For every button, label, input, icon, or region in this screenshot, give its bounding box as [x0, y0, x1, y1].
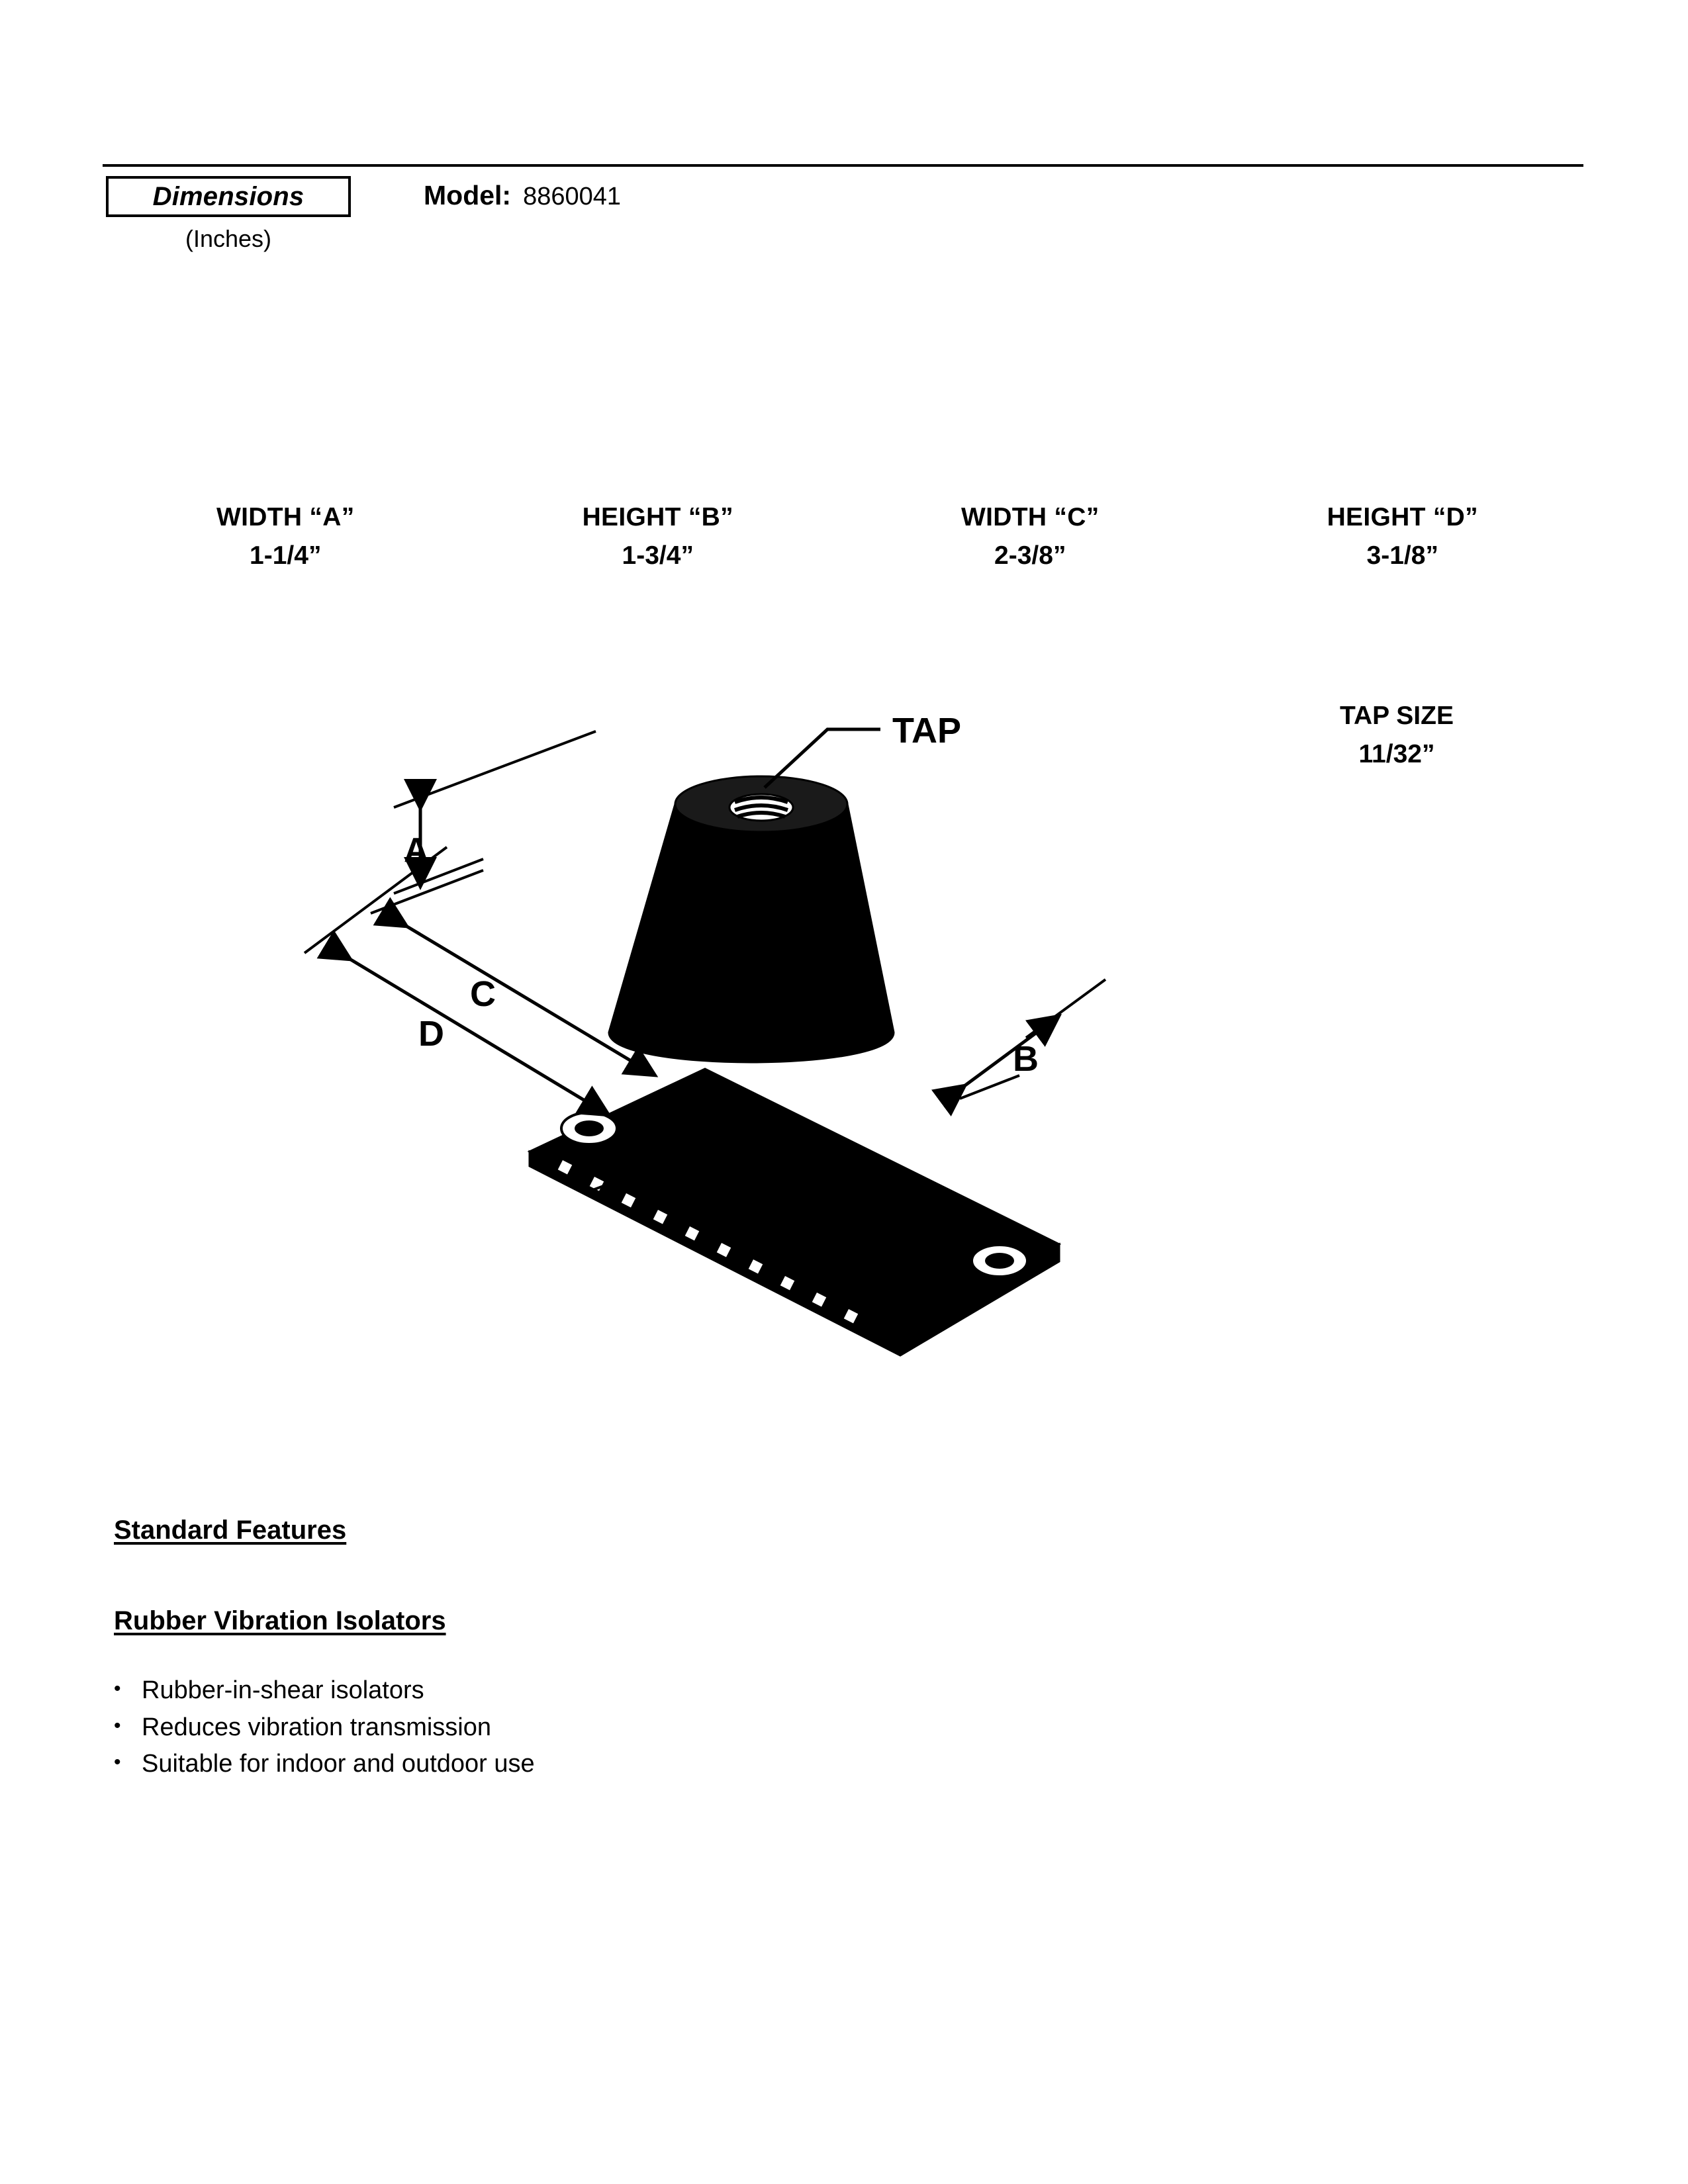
dimension-value-d: 3-1/8”	[1366, 541, 1438, 570]
dimension-column-c	[844, 503, 1217, 570]
dimension-line-a	[394, 731, 596, 893]
dimension-label-c: C	[470, 974, 496, 1014]
isolator-diagram	[278, 688, 1324, 1443]
bullet-icon: •	[114, 1714, 121, 1737]
dimension-name-a: WIDTH “A”	[216, 503, 355, 531]
tap-size-value: 11/32”	[1358, 740, 1435, 768]
features-list	[114, 1674, 1173, 1780]
dimension-name-b: HEIGHT “B”	[582, 503, 733, 531]
dimension-name-c: WIDTH “C”	[961, 503, 1100, 531]
model-row	[424, 180, 621, 211]
list-item	[114, 1711, 1173, 1744]
mount-base-plate	[530, 1069, 1059, 1355]
tap-callout	[765, 711, 961, 788]
dimension-line-b	[960, 979, 1105, 1099]
tap-callout-label: TAP	[892, 711, 961, 751]
list-item-label: Suitable for indoor and outdoor use	[142, 1750, 535, 1778]
rubber-cone-body	[609, 776, 894, 1062]
model-value: 8860041	[523, 183, 622, 210]
bullet-icon: •	[114, 1751, 121, 1774]
list-item	[114, 1674, 1173, 1707]
dimension-column-d	[1217, 503, 1589, 570]
list-item	[114, 1748, 1173, 1780]
dimension-label-a: A	[404, 831, 429, 870]
header-divider	[103, 164, 1583, 167]
list-item-label: Rubber-in-shear isolators	[142, 1676, 424, 1704]
dimension-value-a: 1-1/4”	[250, 541, 322, 570]
dimensions-box	[106, 176, 351, 217]
dimension-label-b: B	[1013, 1039, 1039, 1079]
units-label: (Inches)	[185, 225, 272, 252]
dimension-columns	[99, 503, 1589, 570]
dimension-value-b: 1-3/4”	[622, 541, 694, 570]
tap-size-label: TAP SIZE	[1340, 702, 1454, 730]
features-heading: Standard Features	[114, 1516, 347, 1545]
features-subheading: Rubber Vibration Isolators	[114, 1606, 446, 1635]
list-item-label: Reduces vibration transmission	[142, 1713, 492, 1741]
bullet-icon: •	[114, 1678, 121, 1700]
standard-features-section	[114, 1516, 1173, 1785]
dimension-column-a	[99, 503, 472, 570]
dimension-name-d: HEIGHT “D”	[1327, 503, 1478, 531]
dimension-column-b	[472, 503, 845, 570]
dimension-label-d: D	[418, 1014, 444, 1054]
dimension-value-c: 2-3/8”	[994, 541, 1066, 570]
dimensions-label: Dimensions	[152, 181, 305, 211]
model-label: Model:	[424, 180, 512, 210]
